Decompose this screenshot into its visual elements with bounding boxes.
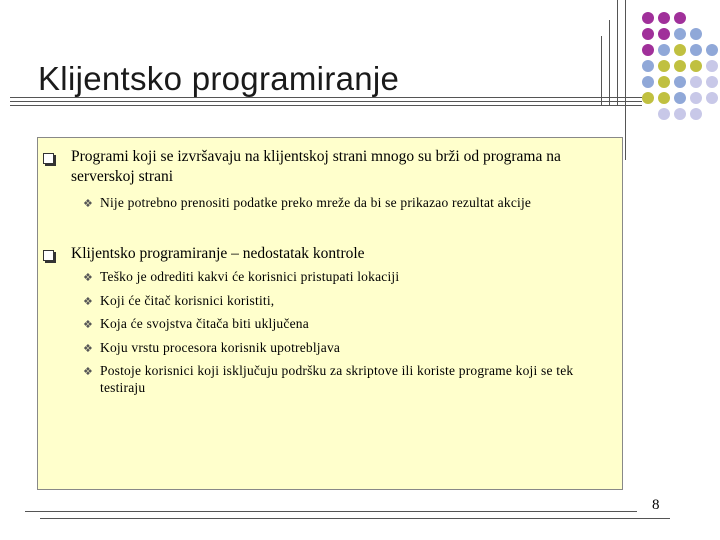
- dot: [690, 60, 702, 72]
- content-box: [37, 137, 623, 490]
- sub-bullet-text: Postoje korisnici koji isključuju podršku za skriptove ili koriste programe koji se tek testiraju: [100, 363, 574, 395]
- sub-bullet-text: Nije potrebno prenositi podatke preko mreže da bi se prikazao rezultat akcije: [100, 195, 532, 210]
- diamond-bullet-icon: ❖: [83, 197, 93, 210]
- dot: [658, 44, 670, 56]
- dot: [674, 12, 686, 24]
- title-underline-3: [10, 105, 642, 106]
- vertical-line-2: [609, 20, 610, 106]
- dot: [674, 76, 686, 88]
- dot: [706, 60, 718, 72]
- dot: [642, 92, 654, 104]
- title-underline-2: [10, 101, 642, 102]
- title-underline-1: [10, 97, 642, 98]
- vertical-line-4: [625, 0, 626, 160]
- sub-bullet-text: Koja će svojstva čitača biti uključena: [100, 316, 309, 331]
- slide-title: Klijentsko programiranje: [38, 60, 400, 97]
- dot: [658, 92, 670, 104]
- sub-bullet-text: Koji će čitač korisnici koristiti,: [100, 293, 275, 308]
- dot: [674, 108, 686, 120]
- dot: [706, 76, 718, 88]
- dot: [674, 44, 686, 56]
- dot: [690, 28, 702, 40]
- dot: [658, 12, 670, 24]
- dot: [674, 60, 686, 72]
- dot: [690, 92, 702, 104]
- diamond-bullet-icon: ❖: [83, 342, 93, 355]
- bullet-text: Klijentsko programiranje – nedostatak kontrole: [71, 245, 365, 262]
- page-number: 8: [652, 497, 660, 513]
- diamond-bullet-icon: ❖: [83, 295, 93, 308]
- footer-line-2: [40, 518, 670, 519]
- dot: [690, 76, 702, 88]
- dot: [658, 76, 670, 88]
- diamond-bullet-icon: ❖: [83, 271, 93, 284]
- dot: [642, 44, 654, 56]
- bullet-text: Programi koji se izvršavaju na klijentskoj strani mnogo su brži od programa na serverskoj strani: [71, 148, 561, 185]
- dot: [642, 60, 654, 72]
- dot: [642, 12, 654, 24]
- diamond-bullet-icon: ❖: [83, 365, 93, 378]
- vertical-line-1: [601, 36, 602, 106]
- footer-line-1: [25, 511, 637, 512]
- dot: [642, 76, 654, 88]
- dot: [658, 28, 670, 40]
- sub-bullet-text: Teško je odrediti kakvi će korisnici pristupati lokaciji: [100, 269, 400, 284]
- dot: [706, 44, 718, 56]
- dot: [642, 28, 654, 40]
- square-bullet-icon: [43, 153, 54, 164]
- dot: [658, 108, 670, 120]
- dot: [706, 92, 718, 104]
- dot: [690, 108, 702, 120]
- dot: [674, 28, 686, 40]
- diamond-bullet-icon: ❖: [83, 318, 93, 331]
- dot: [690, 44, 702, 56]
- square-bullet-icon: [43, 250, 54, 261]
- dot: [658, 60, 670, 72]
- vertical-line-3: [617, 0, 618, 106]
- dot: [674, 92, 686, 104]
- sub-bullet-text: Koju vrstu procesora korisnik upotrebljava: [100, 340, 341, 355]
